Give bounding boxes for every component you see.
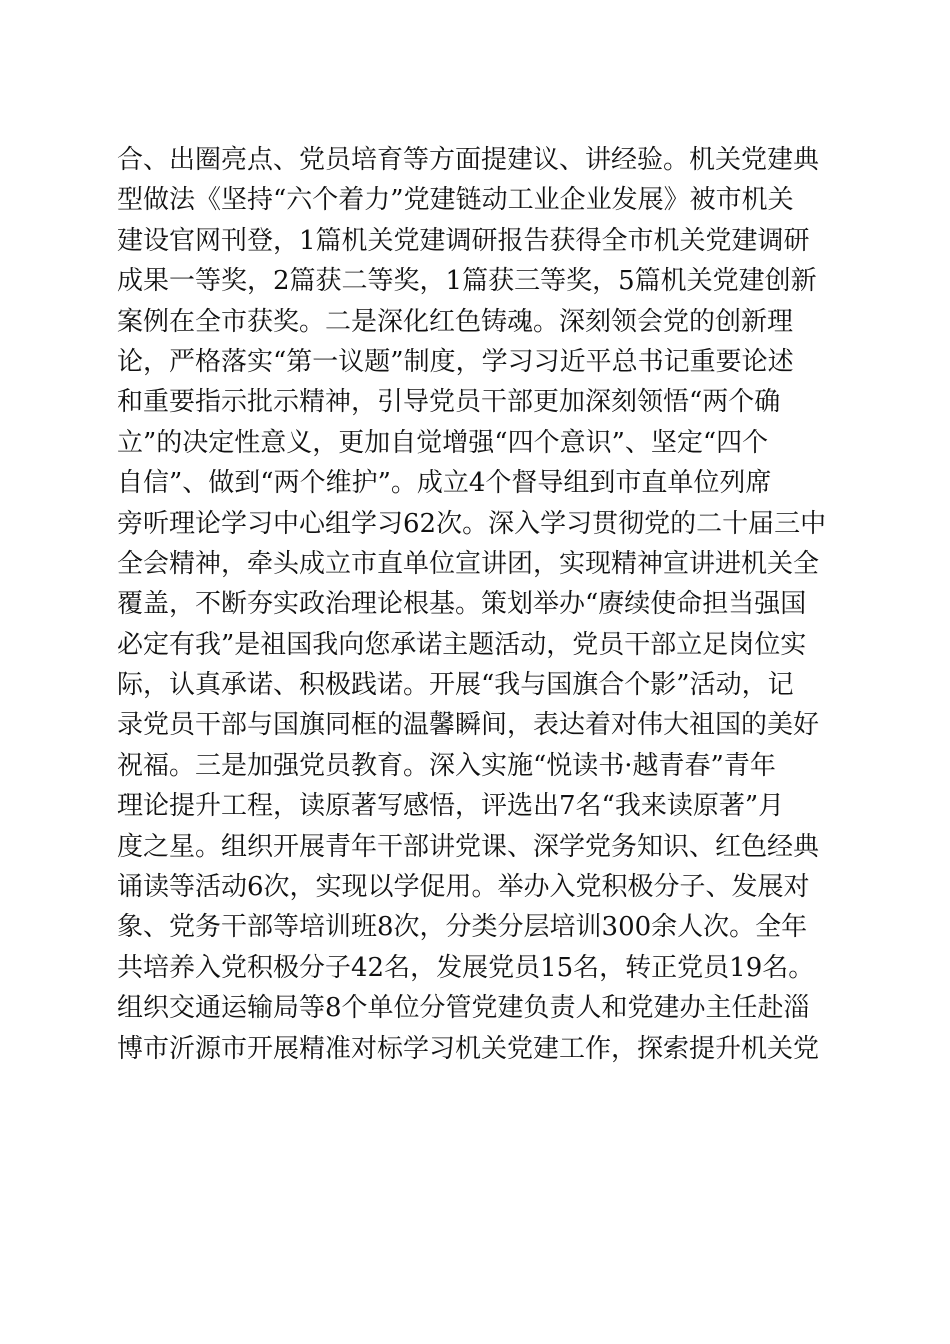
text-line: 全会精神，牵头成立市直单位宣讲团，实现精神宣讲进机关全 xyxy=(117,548,820,579)
text-line: 象、党务干部等培训班8次，分类分层培训300余人次。全年 xyxy=(117,912,808,943)
text-line: 覆盖，不断夯实政治理论根基。策划举办“赓续使命担当强国 xyxy=(117,589,807,620)
text-line: 型做法《坚持“六个着力”党建链动工业企业发展》被市机关 xyxy=(117,185,794,216)
text-line: 论，严格落实“第一议题”制度，学习习近平总书记重要论述 xyxy=(117,346,794,377)
body-text xyxy=(117,140,837,1069)
text-line: 理论提升工程，读原著写感悟，评选出7名“我来读原著”月 xyxy=(117,791,785,822)
text-line: 录党员干部与国旗同框的温馨瞬间，表达着对伟大祖国的美好 xyxy=(117,710,820,741)
text-line: 必定有我”是祖国我向您承诺主题活动，党员干部立足岗位实 xyxy=(117,629,807,660)
text-line: 诵读等活动6次，实现以学促用。举办入党积极分子、发展对 xyxy=(117,872,810,903)
text-line: 自信”、做到“两个维护”。成立4个督导组到市直单位列席 xyxy=(117,468,772,499)
text-line: 际，认真承诺、积极践诺。开展“我与国旗合个影”活动，记 xyxy=(117,670,794,701)
text-line: 案例在全市获奖。二是深化红色铸魂。深刻领会党的创新理 xyxy=(117,306,794,337)
text-line: 博市沂源市开展精准对标学习机关党建工作，探索提升机关党 xyxy=(117,1033,820,1064)
text-line: 建设官网刊登，1篇机关党建调研报告获得全市机关党建调研 xyxy=(117,225,810,256)
text-line: 组织交通运输局等8个单位分管党建负责人和党建办主任赴淄 xyxy=(117,993,810,1024)
text-line: 和重要指示批示精神，引导党员干部更加深刻领悟“两个确 xyxy=(117,387,781,418)
text-line: 共培养入党积极分子42名，发展党员15名，转正党员19名。 xyxy=(117,952,815,983)
text-line: 立”的决定性意义，更加自觉增强“四个意识”、坚定“四个 xyxy=(117,427,769,458)
text-line: 祝福。三是加强党员教育。深入实施“悦读书·越青春”青年 xyxy=(117,750,776,781)
text-line: 旁听理论学习中心组学习62次。深入学习贯彻党的二十届三中 xyxy=(117,508,827,539)
text-line: 度之星。组织开展青年干部讲党课、深学党务知识、红色经典 xyxy=(117,831,820,862)
text-line: 成果一等奖，2篇获二等奖，1篇获三等奖，5篇机关党建创新 xyxy=(117,266,817,297)
text-line: 合、出圈亮点、党员培育等方面提建议、讲经验。机关党建典 xyxy=(117,145,820,175)
